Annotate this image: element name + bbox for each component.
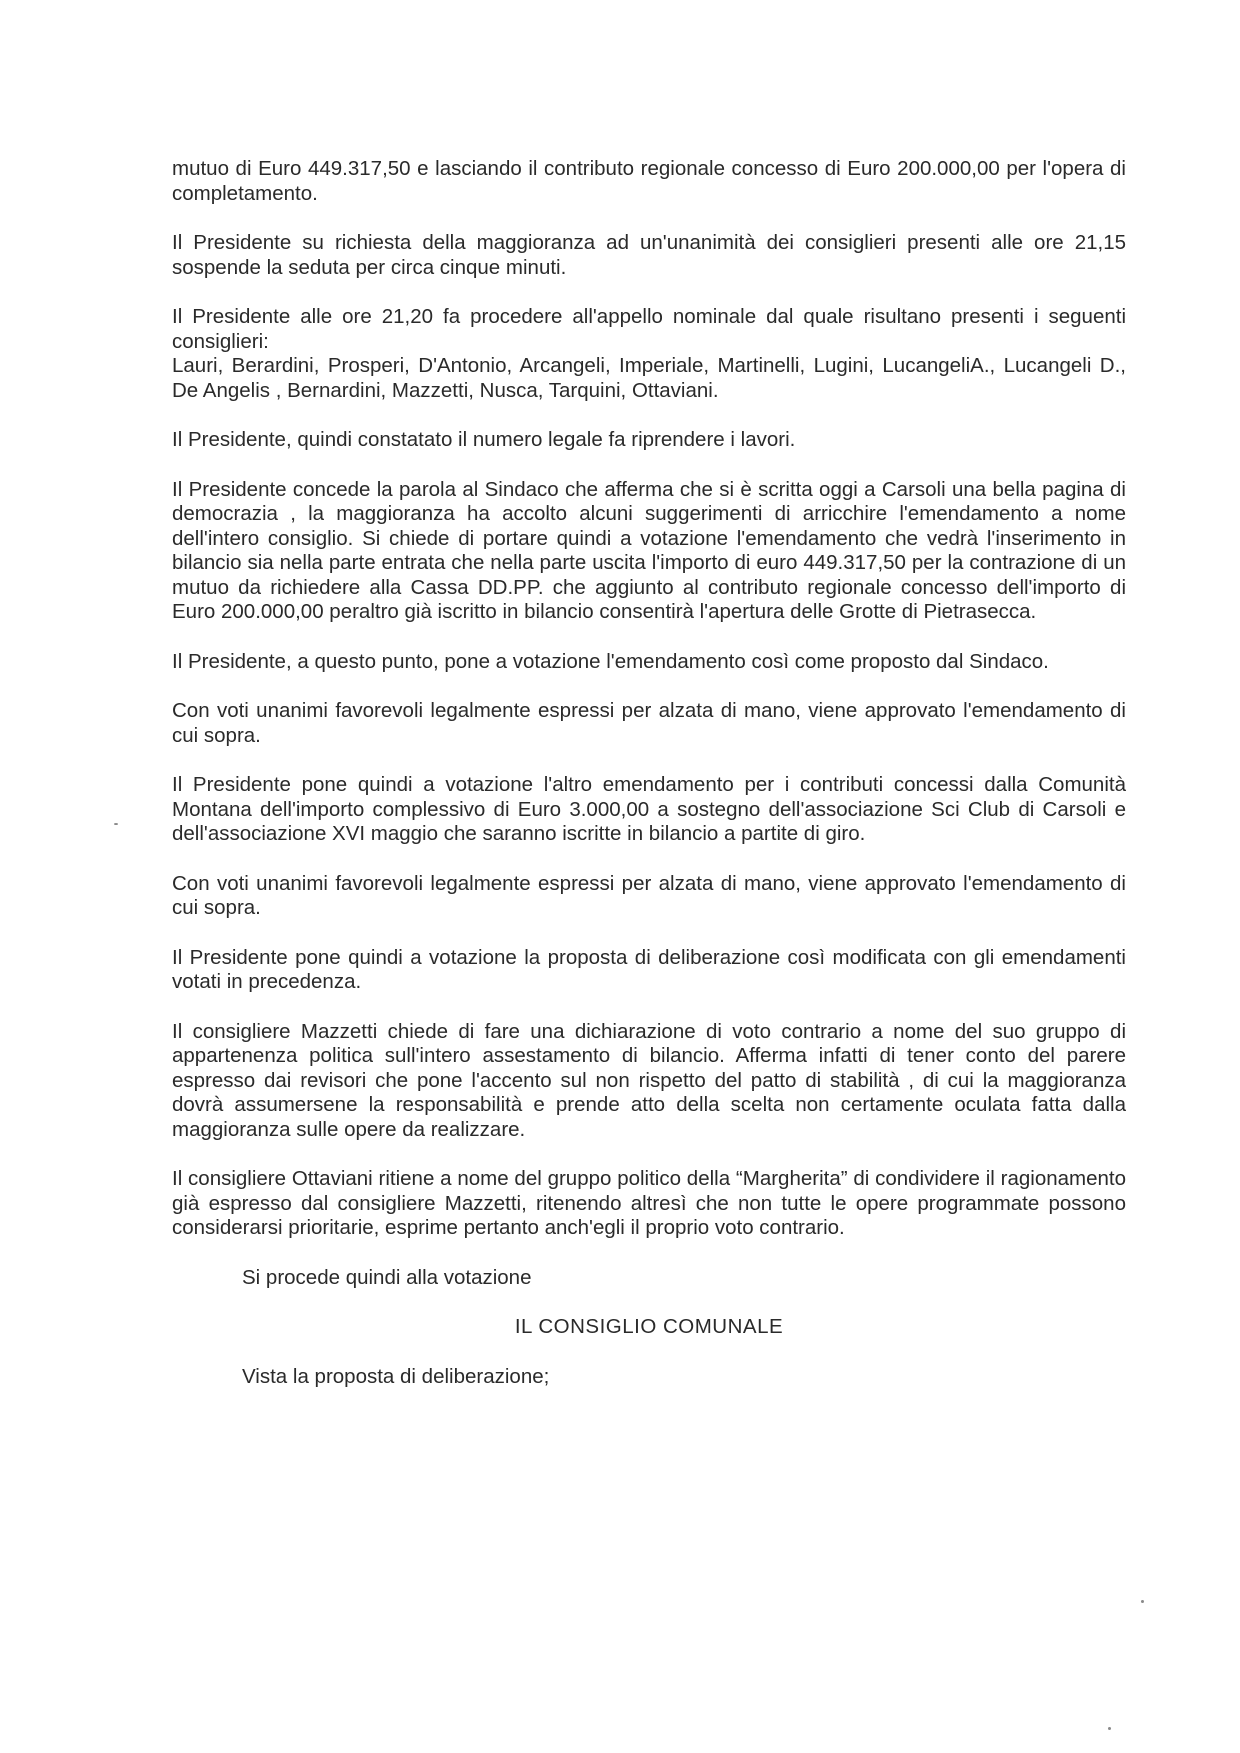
paragraph-session-suspended: Il Presidente su richiesta della maggioranza ad un'unanimità dei consiglieri presenti alle ore 21,15 sospende la seduta per circa cinque minuti. (172, 231, 1126, 279)
paragraph-amendment-approved: Con voti unanimi favorevoli legalmente espressi per alzata di mano, viene approvato l'emendamento di cui sopra. (172, 699, 1126, 747)
paragraph-loan-continuation: mutuo di Euro 449.317,50 e lasciando il contributo regionale concesso di Euro 200.000,00 per l'opera di completamento. (172, 157, 1126, 205)
paragraph-amendment-vote: Il Presidente, a questo punto, pone a votazione l'emendamento così come proposto dal Sindaco. (172, 649, 1049, 673)
document-body (172, 157, 1126, 1414)
scan-speck (114, 823, 118, 825)
paragraph-proposal-vote: Il Presidente pone quindi a votazione la proposta di deliberazione così modificata con gli emendamenti votati in precedenza. (172, 945, 1126, 993)
section-heading: IL CONSIGLIO COMUNALE (514, 1315, 784, 1338)
councillors-present-list: Lauri, Berardini, Prosperi, D'Antonio, Arcangeli, Imperiale, Martinelli, Lugini, LucangeliA., Lucangeli D., De Angelis , Bernardini, Mazzetti, Nusca, Tarquini, Ottaviani. (172, 354, 1126, 402)
paragraph-second-amendment: Il Presidente pone quindi a votazione l'altro emendamento per i contributi concessi dalla Comunità Montana dell'importo complessivo di Euro 3.000,00 a sostegno dell'associazione Sci Club di Carsoli e dell'associazione XVI maggio che saranno iscritte in bilancio a partite di giro. (172, 773, 1126, 845)
paragraph-second-amendment-approved: Con voti unanimi favorevoli legalmente espressi per alzata di mano, viene approvato l'emendamento di cui sopra. (172, 871, 1126, 919)
closing-line: Vista la proposta di deliberazione; (242, 1364, 550, 1388)
paragraph-quorum: Il Presidente, quindi constatato il numero legale fa riprendere i lavori. (172, 428, 796, 451)
paragraph-roll-call: Il Presidente alle ore 21,20 fa procedere all'appello nominale dal quale risultano presenti i seguenti consiglieri: (172, 305, 1126, 353)
scan-speck (1108, 1727, 1111, 1730)
paragraph-mayor-statement: Il Presidente concede la parola al Sindaco che afferma che si è scritta oggi a Carsoli una bella pagina di democrazia , la maggioranza ha accolto alcuni suggerimenti di arricchire l'emendamento a nome dell'intero consiglio. Si chiede di portare quindi a votazione l'emendamento che vedrà l'inserimento in bilancio sia nella parte entrata che nella parte uscita l'importo di euro 449.317,50 per la contrazione di un mutuo da richiedere alla Cassa DD.PP. che aggiunto al contributo regionale concesso dell'importo di Euro 200.000,00 peraltro già iscritto in bilancio consentirà l'apertura delle Grotte di Pietrasecca. (172, 477, 1126, 623)
paragraph-mazzetti-declaration: Il consigliere Mazzetti chiede di fare una dichiarazione di voto contrario a nome del suo gruppo di appartenenza politica sull'intero assestamento di bilancio. Afferma infatti di tener conto del parere espresso dai revisori che pone l'accento sul non rispetto del patto di stabilità , di cui la maggioranza dovrà assumersene la responsabilità e prende atto della scelta non certamente oculata fatta dalla maggioranza sulle opere da realizzare. (172, 1019, 1126, 1141)
procedure-line: Si procede quindi alla votazione (242, 1265, 532, 1289)
scan-speck (1141, 1600, 1144, 1603)
paragraph-ottaviani-declaration: Il consigliere Ottaviani ritiene a nome del gruppo politico della “Margherita” di condividere il ragionamento già espresso dal consigliere Mazzetti, ritenendo altresì che non tutte le opere programmate possono considerarsi prioritarie, esprime pertanto anch'egli il proprio voto contrario. (172, 1167, 1126, 1239)
